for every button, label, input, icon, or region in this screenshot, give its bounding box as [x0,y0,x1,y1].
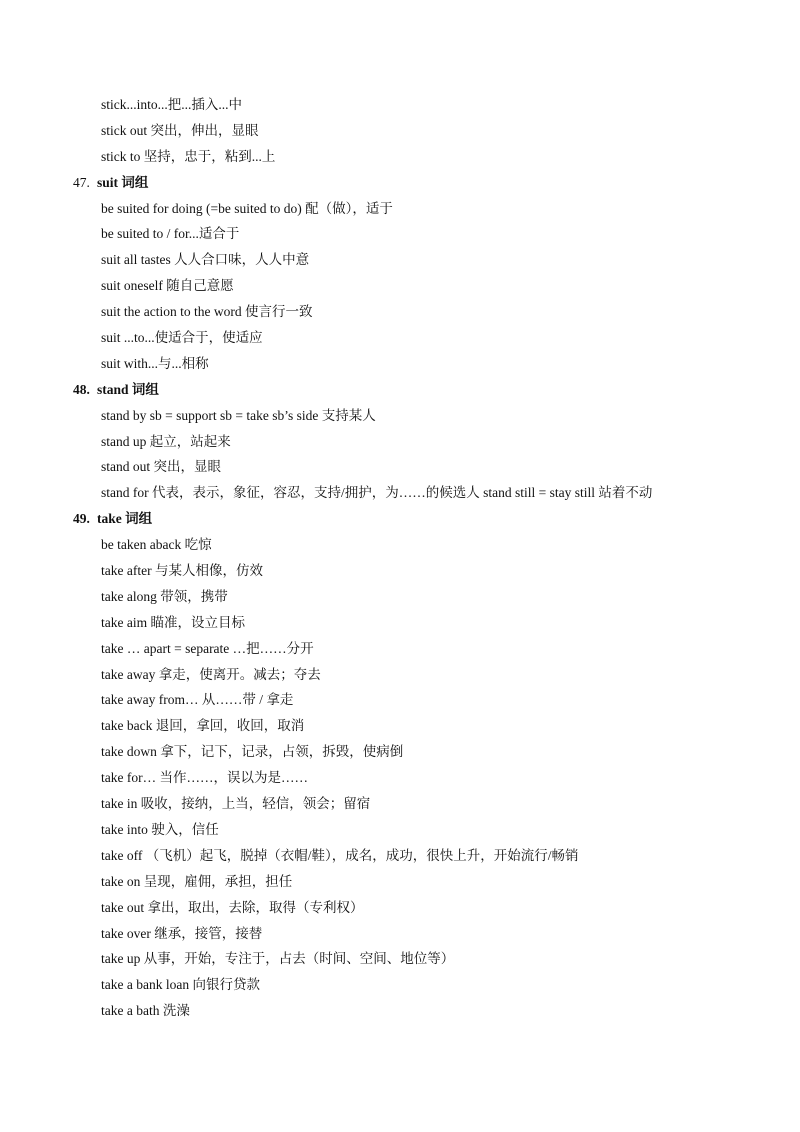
section-title: suit 词组 [97,174,149,190]
phrase-entry: be suited for doing (=be suited to do) 配（做），适于 [101,200,393,216]
section-heading-suit [0,170,800,196]
vocabulary-list [0,92,800,1024]
phrase-entry: take over 继承，接管，接替 [101,925,263,941]
phrase-entry: suit oneself 随自己意愿 [101,278,234,294]
section-heading-take [0,506,800,532]
phrase-entry: take on 呈现，雇佣，承担，担任 [101,873,293,889]
phrase-entry: take along 带领，携带 [101,588,228,604]
phrase-entry: take after 与某人相像，仿效 [101,563,263,579]
phrase-entry: be taken aback 吃惊 [101,537,212,553]
phrase-entry: take into 驶入，信任 [101,821,219,837]
phrase-entry: take down 拿下，记下，记录，占领，拆毁，使病倒 [101,744,404,760]
phrase-entry: take for… 当作……，误以为是…… [101,770,308,786]
phrase-entry: take a bank loan 向银行贷款 [101,977,260,993]
phrase-entry: take out 拿出，取出，去除，取得（专利权） [101,899,364,915]
section-heading-stand [0,377,800,403]
phrase-entry: suit the action to the word 使言行一致 [101,304,313,320]
phrase-entry: take in 吸收，接纳，上当，轻信，领会；留宿 [101,796,371,812]
section-title: take 词组 [97,511,153,527]
phrase-entry: take off （飞机）起飞，脱掉（衣帽/鞋），成名，成功，很快上升，开始流行/畅销 [101,847,579,863]
phrase-entry: take up 从事，开始，专注于，占去（时间、空间、地位等） [101,951,455,967]
phrase-entry: take away from… 从……带 / 拿走 [101,692,294,708]
phrase-entry: take away 拿走，使离开。减去；夺去 [101,666,321,682]
phrase-entry: take a bath 洗澡 [101,1003,190,1019]
phrase-entry: stick...into...把...插入...中 [101,97,242,112]
phrase-entry: take … apart = separate …把……分开 [101,640,314,656]
section-number: 48. [73,381,90,397]
section-number: 49. [73,511,90,527]
phrase-entry: take aim 瞄准，设立目标 [101,614,245,630]
phrase-entry: stand for 代表，表示，象征，容忍，支持/拥护，为……的候选人 stand still = stay still 站着不动 [101,485,653,501]
phrase-entry: take back 退回，拿回，收回，取消 [101,718,305,734]
phrase-entry: suit ...to...使适合于，使适应 [101,330,263,346]
phrase-entry: be suited to / for...适合于 [101,226,240,242]
section-title: stand 词组 [97,381,159,397]
section-number: 47. [73,174,90,190]
phrase-entry: stick out 突出，伸出，显眼 [101,122,259,138]
phrase-entry: stand up 起立，站起来 [101,433,231,449]
phrase-entry: suit with...与...相称 [101,355,209,371]
phrase-entry: suit all tastes 人人合口味，人人中意 [101,252,310,268]
phrase-entry: stand out 突出，显眼 [101,459,221,475]
phrase-entry: stick to 坚持，忠于，粘到...上 [101,148,276,164]
phrase-entry: stand by sb = support sb = take sb’s side 支持某人 [101,407,376,423]
